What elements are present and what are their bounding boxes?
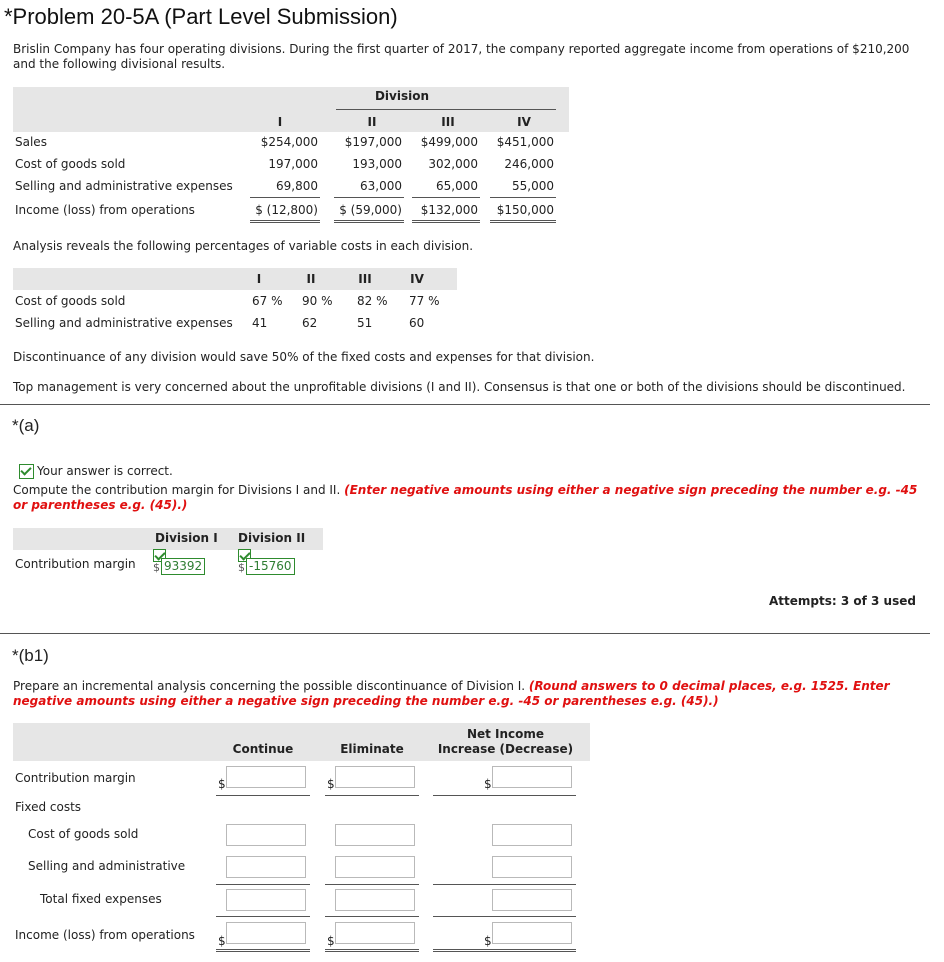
continue-selling-admin-input[interactable] xyxy=(226,856,306,878)
table1-group-header: Division xyxy=(374,89,430,103)
table1-col-header: III xyxy=(441,115,455,129)
row-label: Cost of goods sold xyxy=(15,294,126,308)
eliminate-income-input[interactable] xyxy=(335,922,415,944)
cell: $ (12,800) xyxy=(255,203,318,217)
currency-symbol: $ xyxy=(484,934,492,948)
row-cogs: Cost of goods sold xyxy=(28,827,139,841)
cell: 77 % xyxy=(409,294,440,308)
row-contribution-margin: Contribution margin xyxy=(15,771,136,785)
cell: 62 xyxy=(302,316,318,330)
table2-col-header: III xyxy=(358,272,372,286)
cell: 193,000 xyxy=(352,157,402,171)
continue-income-input[interactable] xyxy=(226,922,306,944)
intro-text: Brislin Company has four operating divisions. During the first quarter of 2017, the company reported aggregate income from operations of $210,200 and the following divisional results. xyxy=(13,42,910,71)
row-income-loss: Income (loss) from operations xyxy=(15,928,195,942)
currency-symbol: $ xyxy=(238,561,245,574)
part-a-instruction xyxy=(13,483,928,513)
currency-symbol: $ xyxy=(218,934,226,948)
management-text: Top management is very concerned about the unprofitable divisions (I and II). Consensus is that one or both of the divisions should be discontinued. xyxy=(13,380,906,394)
cell: 90 % xyxy=(302,294,333,308)
instruction-text: Compute the contribution margin for Divisions I and II. xyxy=(13,483,341,497)
col-division-1: Division I xyxy=(155,531,218,545)
eliminate-selling-admin-input[interactable] xyxy=(335,856,415,878)
cell: $254,000 xyxy=(260,135,318,149)
cell: $ (59,000) xyxy=(339,203,402,217)
row-label: Sales xyxy=(15,135,47,149)
row-selling-admin: Selling and administrative xyxy=(28,859,186,873)
table2-col-header: I xyxy=(256,272,262,286)
divider xyxy=(0,633,930,634)
cell: 55,000 xyxy=(512,179,554,193)
net-cogs-input[interactable] xyxy=(492,824,572,846)
cell: 60 xyxy=(409,316,425,330)
cell: $499,000 xyxy=(420,135,478,149)
cell: 63,000 xyxy=(360,179,402,193)
cell: 41 xyxy=(252,316,268,330)
divider xyxy=(0,404,930,405)
instruction-note: (Round answers to 0 decimal places, e.g. 1525. Enter negative amounts using either a negative sign preceding the number e.g. -45 or parentheses e.g. (45).) xyxy=(13,679,890,708)
currency-symbol: $ xyxy=(327,934,335,948)
net-contribution-margin-input[interactable] xyxy=(492,766,572,788)
row-label: Cost of goods sold xyxy=(15,157,126,171)
col-net-income-sub: Increase (Decrease) xyxy=(437,742,574,756)
discontinuance-text: Discontinuance of any division would save 50% of the fixed costs and expenses for that division. xyxy=(13,350,595,364)
cell: $150,000 xyxy=(496,203,554,217)
cell: 82 % xyxy=(357,294,388,308)
eliminate-contribution-margin-input[interactable] xyxy=(335,766,415,788)
cell: $132,000 xyxy=(420,203,478,217)
currency-symbol: $ xyxy=(218,777,226,791)
cell: 197,000 xyxy=(268,157,318,171)
division-1-answer[interactable]: 93392 xyxy=(161,558,205,575)
table2-col-header: II xyxy=(306,272,316,286)
division-2-answer[interactable]: -15760 xyxy=(246,558,295,575)
eliminate-total-fixed-input[interactable] xyxy=(335,889,415,911)
cell: 302,000 xyxy=(428,157,478,171)
net-selling-admin-input[interactable] xyxy=(492,856,572,878)
contribution-margin-label: Contribution margin xyxy=(15,557,136,571)
row-fixed-costs: Fixed costs xyxy=(15,800,82,814)
correct-check-icon xyxy=(19,464,34,479)
table2-col-header: IV xyxy=(410,272,424,286)
attempts-text: Attempts: 3 of 3 used xyxy=(769,594,916,608)
net-total-fixed-input[interactable] xyxy=(492,889,572,911)
instruction-text: Prepare an incremental analysis concerning the possible discontinuance of Division I. xyxy=(13,679,526,693)
continue-cogs-input[interactable] xyxy=(226,824,306,846)
eliminate-cogs-input[interactable] xyxy=(335,824,415,846)
table2-header-bg xyxy=(13,268,457,290)
row-total-fixed: Total fixed expenses xyxy=(40,892,162,906)
continue-contribution-margin-input[interactable] xyxy=(226,766,306,788)
correct-text: Your answer is correct. xyxy=(37,464,173,478)
part-a-heading: *(a) xyxy=(12,416,40,435)
currency-symbol: $ xyxy=(153,561,160,574)
col-net-income: Net Income xyxy=(466,727,545,741)
cell: 69,800 xyxy=(276,179,318,193)
cell: 246,000 xyxy=(504,157,554,171)
table1-col-header: I xyxy=(277,115,283,129)
table1-col-header: IV xyxy=(517,115,531,129)
table1-col-header: II xyxy=(367,115,377,129)
net-income-input[interactable] xyxy=(492,922,572,944)
cell: 65,000 xyxy=(436,179,478,193)
cell: $451,000 xyxy=(496,135,554,149)
part-b1-instruction xyxy=(13,679,928,709)
cell: $197,000 xyxy=(344,135,402,149)
row-label: Income (loss) from operations xyxy=(15,203,195,217)
instruction-note: (Enter negative amounts using either a negative sign preceding the number e.g. -45 or parentheses e.g. (45).) xyxy=(13,483,918,512)
part-b1-heading: *(b1) xyxy=(12,646,49,665)
col-division-2: Division II xyxy=(238,531,306,545)
page-title: *Problem 20-5A (Part Level Submission) xyxy=(4,4,398,29)
cell: 51 xyxy=(357,316,373,330)
row-label: Selling and administrative expenses xyxy=(15,316,233,330)
analysis-text: Analysis reveals the following percentages of variable costs in each division. xyxy=(13,239,474,253)
cell: 67 % xyxy=(252,294,283,308)
continue-total-fixed-input[interactable] xyxy=(226,889,306,911)
col-eliminate: Eliminate xyxy=(340,742,404,756)
col-continue: Continue xyxy=(232,742,294,756)
currency-symbol: $ xyxy=(327,777,335,791)
row-label: Selling and administrative expenses xyxy=(15,179,233,193)
currency-symbol: $ xyxy=(484,777,492,791)
